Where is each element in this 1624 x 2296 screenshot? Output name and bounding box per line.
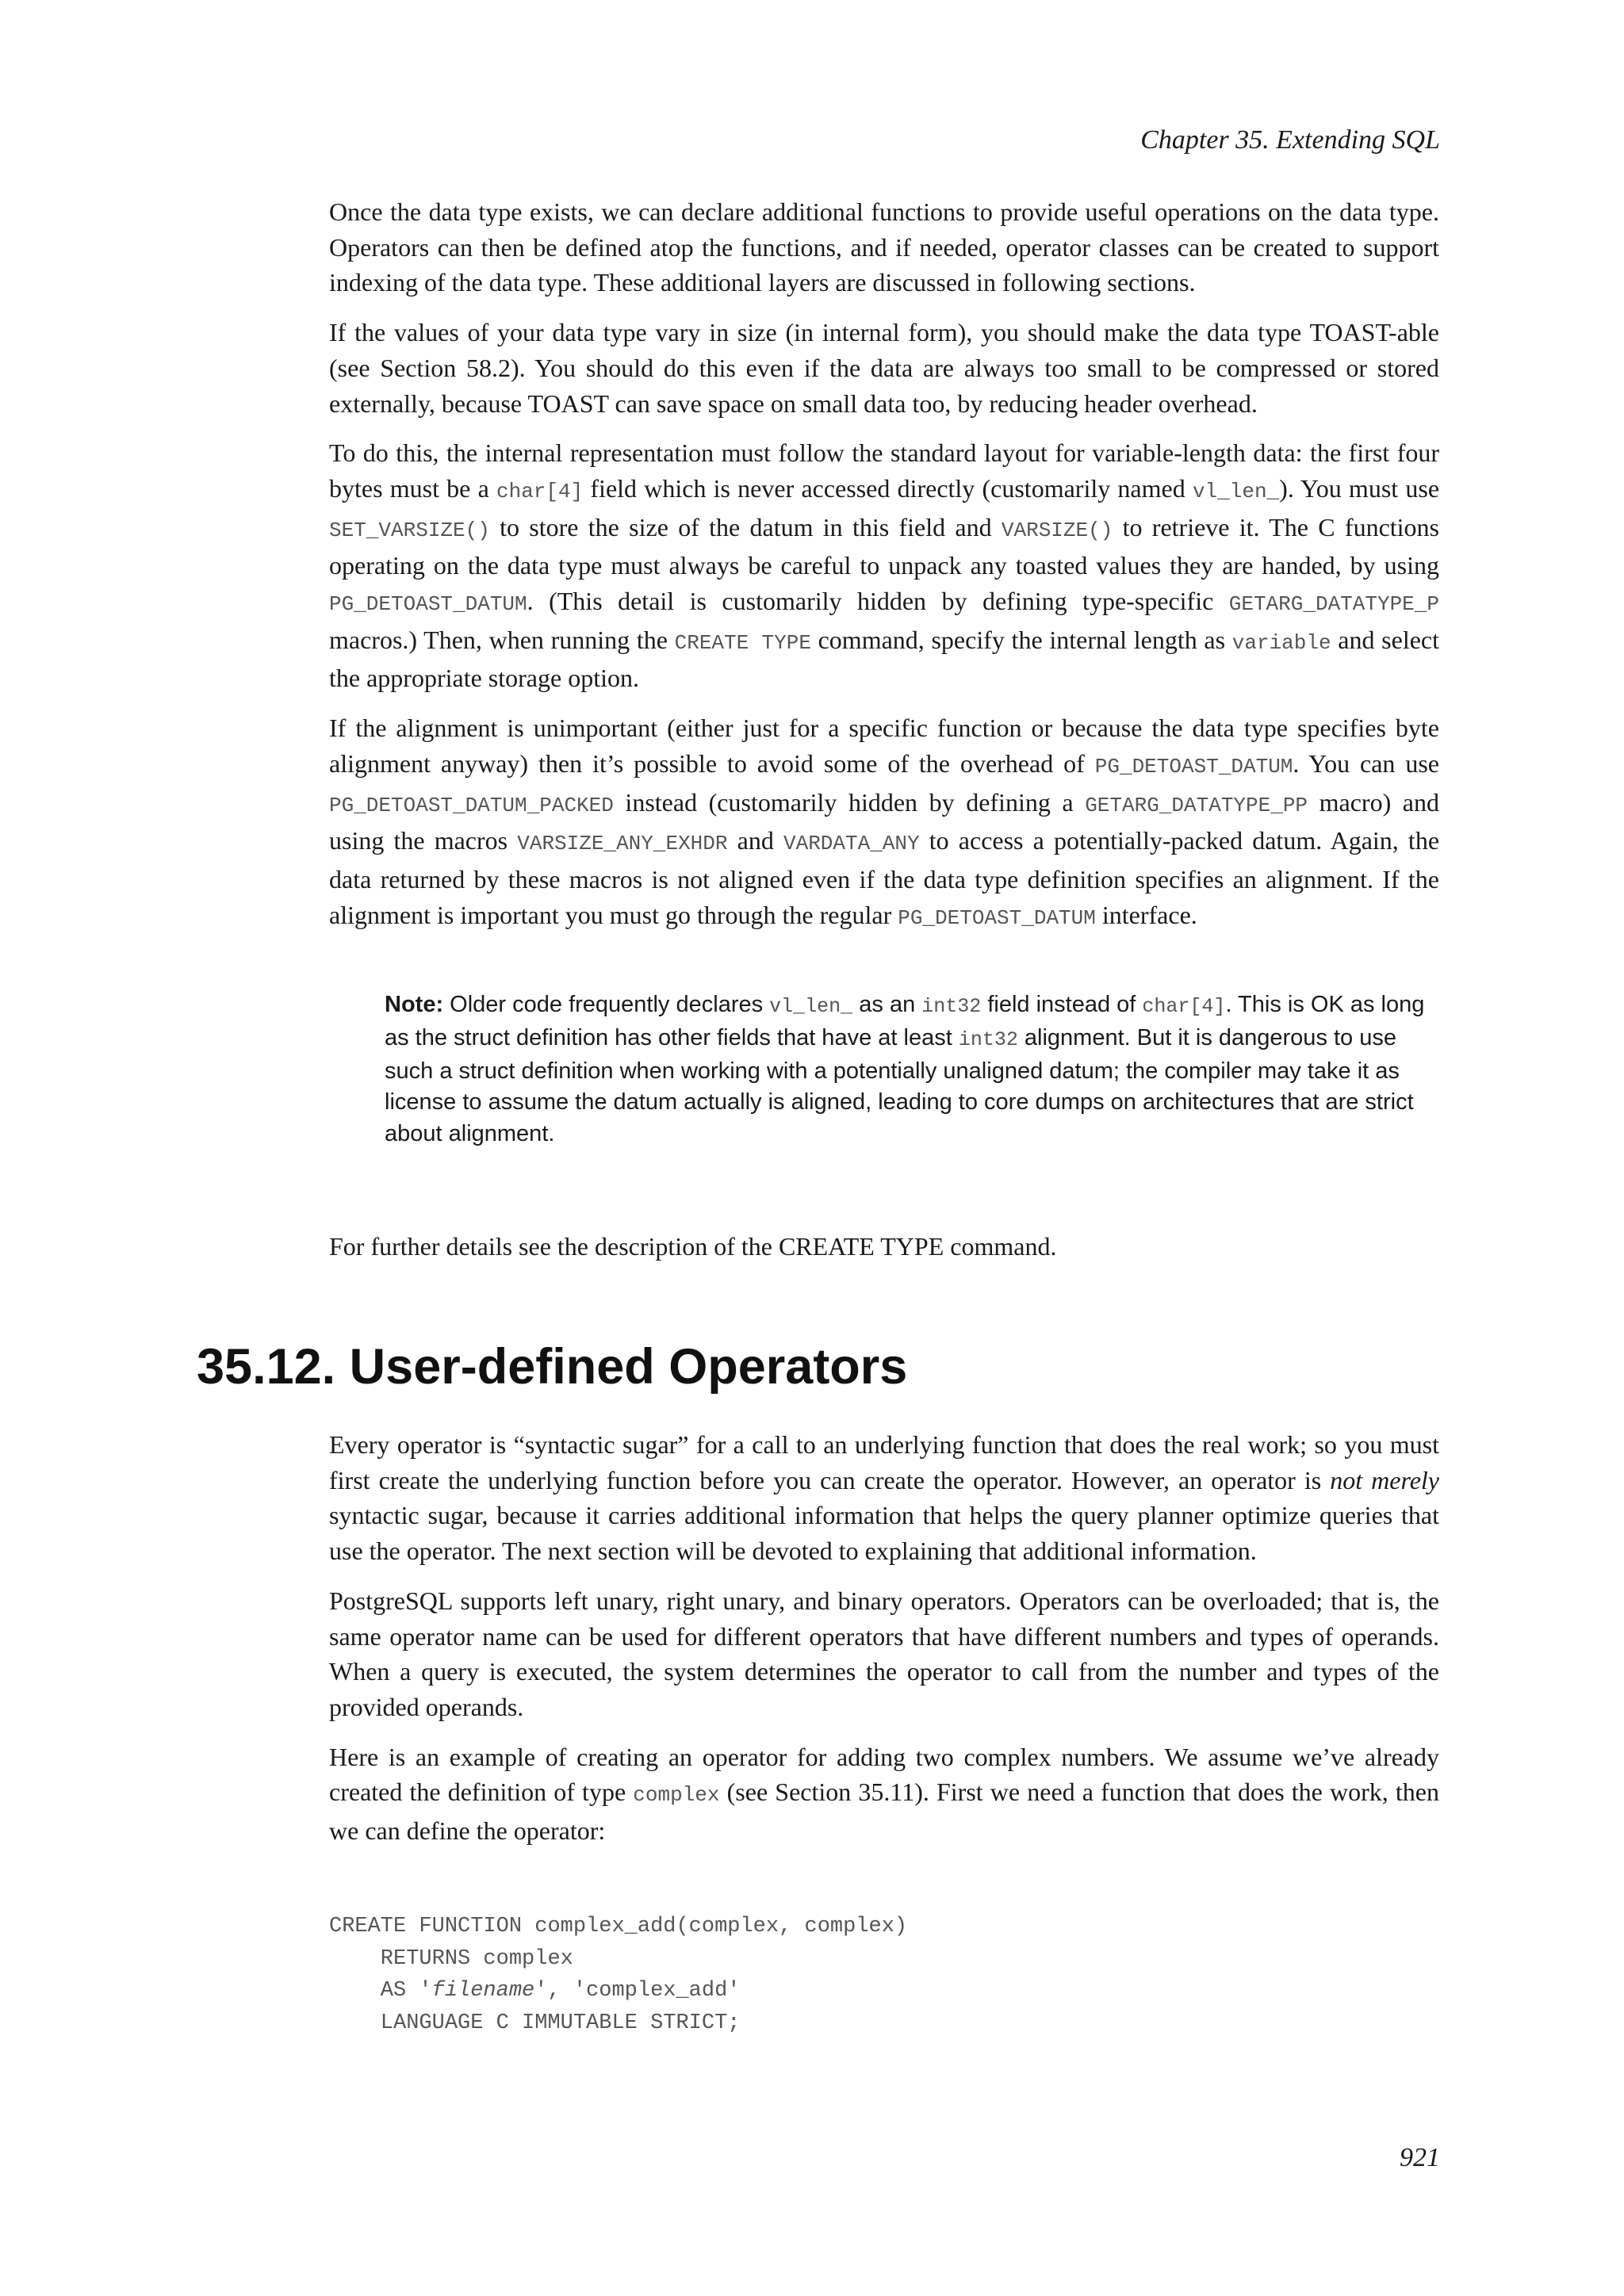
text-span: to retrieve it. The C functions operating on the data type must always be careful to unpack any toasted values they are handed, by using xyxy=(329,512,1440,580)
code-span: char[4] xyxy=(496,479,584,503)
text-span: (see Section 35.11). First we need a function that does the work, then we can define the operator: xyxy=(329,1777,1440,1846)
text-span: ). You must use xyxy=(1279,473,1440,503)
text-span: If the alignment is unimportant (either just for a specific function or because the data type specifies byte alignment anyway) then it’s possible to avoid some of the overhead of xyxy=(329,714,1439,778)
page-number: 921 xyxy=(1400,2143,1440,2172)
text-span: alignment. But it is dangerous to use such a struct definition when working with a potentially unaligned datum; the compiler may take it as license to assume the datum actually is aligned, leading to core dumps on architectures that are strict about alignment. xyxy=(385,1024,1414,1147)
text-span: instead (customarily hidden by defining a xyxy=(613,787,1086,817)
emphasis-span: not merely xyxy=(1330,1465,1440,1494)
text-span: To do this, the internal representation must follow the standard layout for variable-length data: the first four bytes must be a xyxy=(329,438,1439,503)
chapter-header: Chapter 35. Extending SQL xyxy=(1140,125,1440,155)
code-line-4: LANGUAGE C IMMUTABLE STRICT; xyxy=(329,2011,741,2035)
code-text: ', 'complex_add' xyxy=(534,1979,741,2003)
paragraph-intro: Once the data type exists, we can declare additional functions to provide useful operations on the data type. Operators can then be defined atop the functions, and if needed, operator classes can be created to support indexing of the data type. These additional layers are discussed in following sections. xyxy=(329,197,1439,297)
note-label: Note: xyxy=(385,992,444,1017)
paragraph-layout xyxy=(329,435,1439,696)
code-span: GETARG_DATATYPE_P xyxy=(1228,592,1439,617)
code-span: int32 xyxy=(958,1027,1018,1051)
code-span: PG_DETOAST_DATUM xyxy=(329,592,527,617)
code-line-2: RETURNS complex xyxy=(329,1946,573,1971)
text-span: Older code frequently declares xyxy=(443,992,770,1017)
text-span: to access a potentially-packed datum. Again, the data returned by these macros is not aligned even if the data type definition specifies an alignment. If the alignment is important you must go through the regular xyxy=(329,826,1440,929)
code-placeholder: filename xyxy=(431,1979,535,2003)
section-title: 35.12. User-defined Operators xyxy=(197,1339,908,1395)
text-span: . (This detail is customarily hidden by defining type-specific xyxy=(527,587,1229,616)
text-span: Every operator is “syntactic sugar” for a call to an underlying function that does the real work; so you must first create the underlying function before you can create the operator. However, an operator is xyxy=(329,1430,1439,1494)
body-upper xyxy=(329,194,1439,950)
code-line-3 xyxy=(329,1979,741,2003)
text-span: macro) and using the macros xyxy=(329,787,1440,855)
code-span: PG_DETOAST_DATUM_PACKED xyxy=(329,793,614,817)
text-span: syntactic sugar, because it carries additional information that helps the query planner optimize queries that use the operator. The next section will be devoted to explaining that additional information. xyxy=(329,1501,1439,1566)
code-block xyxy=(329,1911,907,2039)
code-span: GETARG_DATATYPE_PP xyxy=(1085,793,1308,817)
code-span: variable xyxy=(1231,630,1331,655)
code-text: AS ' xyxy=(329,1979,432,2003)
text-span: . This is OK as long as the struct definition has other fields that have at least xyxy=(385,992,1425,1050)
text-span: field which is never accessed directly (customarily named xyxy=(583,473,1193,503)
code-span: vl_len_ xyxy=(769,995,853,1018)
code-span: vl_len_ xyxy=(1192,479,1280,503)
body-section xyxy=(329,1427,1439,1863)
code-span: VARSIZE() xyxy=(1001,518,1113,542)
text-span: command, specify the internal length as xyxy=(810,625,1232,654)
code-span: PG_DETOAST_DATUM xyxy=(1094,754,1293,779)
paragraph-toast: If the values of your data type vary in size (in internal form), you should make the data type TOAST-able (see Section 58.2). You should do this even if the data are always too small to be compressed or stored externally, because TOAST can save space on small data too, by reducing header overhead. xyxy=(329,318,1439,418)
paragraph-syntactic-sugar xyxy=(329,1427,1439,1569)
code-span: VARDATA_ANY xyxy=(783,832,920,856)
text-span: macros.) Then, when running the xyxy=(329,625,675,654)
code-span: PG_DETOAST_DATUM xyxy=(898,905,1096,930)
text-span: field instead of xyxy=(981,992,1143,1017)
text-span: to store the size of the datum in this field and xyxy=(489,512,1002,541)
paragraph-operator-types: PostgreSQL supports left unary, right unary, and binary operators. Operators can be overloaded; that is, the same operator name can be used for different operators that have different numbers and types of operands. When a query is executed, the system determines the operator to call from the number and types of the provided operands. xyxy=(329,1586,1439,1721)
text-span: Here is an example of creating an operator for adding two complex numbers. We assume we’ve already created the definition of type xyxy=(329,1742,1439,1807)
text-span: . You can use xyxy=(1293,748,1440,778)
code-span: VARSIZE_ANY_EXHDR xyxy=(517,832,728,856)
code-span: SET_VARSIZE() xyxy=(329,518,490,542)
text-span: and xyxy=(727,826,783,855)
paragraph-example-intro xyxy=(329,1739,1439,1849)
paragraph-further-details: For further details see the description of the CREATE TYPE command. xyxy=(329,1232,1057,1261)
code-span: complex xyxy=(633,1783,720,1808)
note-box xyxy=(385,989,1439,1150)
code-span: char[4] xyxy=(1142,995,1226,1018)
text-span: and select the appropriate storage option. xyxy=(329,625,1440,693)
body-further xyxy=(329,1229,1439,1279)
text-span: interface. xyxy=(1095,900,1197,929)
code-line-1: CREATE FUNCTION complex_add(complex, complex) xyxy=(329,1915,908,1938)
text-span: as an xyxy=(852,992,922,1017)
paragraph-alignment xyxy=(329,710,1439,936)
code-span: int32 xyxy=(921,995,982,1018)
code-span: CREATE TYPE xyxy=(674,630,811,655)
